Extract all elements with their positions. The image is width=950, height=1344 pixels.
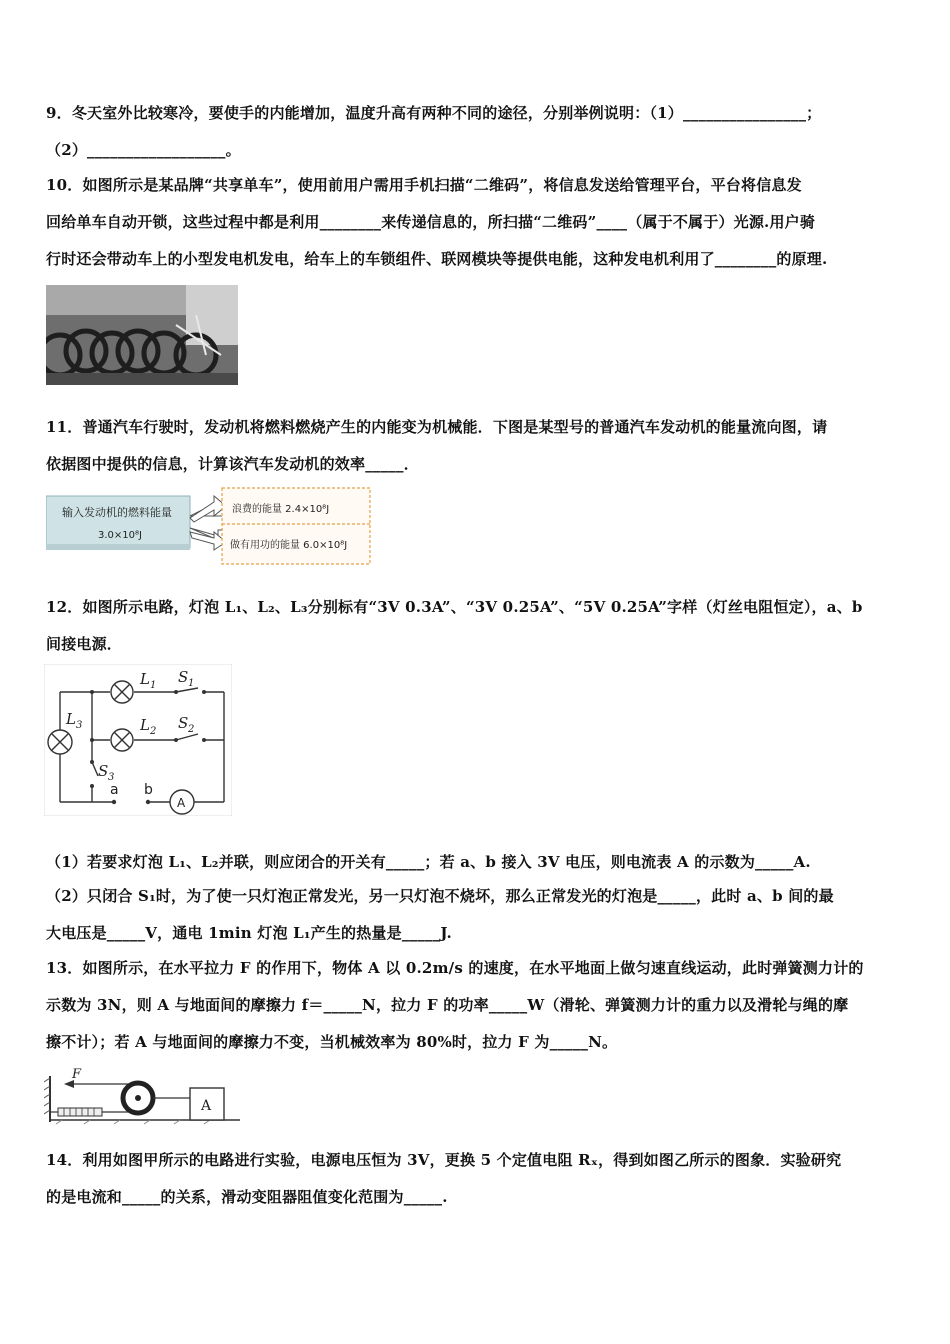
q9-line1: 9．冬天室外比较寒冷，要使手的内能增加，温度升高有两种不同的途径，分别举例说明：（1）________________；: [46, 104, 822, 122]
q12-line4: （2）只闭合 S₁时，为了使一只灯泡正常发光，另一只灯泡不烧坏，那么正常发光的灯泡是_____，此时 a、b 间的最: [46, 887, 834, 905]
q11-line2: 依据图中提供的信息，计算该汽车发动机的效率_____．: [46, 455, 419, 473]
q14-line1: 14．利用如图甲所示的电路进行实验，电源电压恒为 3V，更换 5 个定值电阻 Rₓ，得到如图乙所示的图象．实验研究: [46, 1151, 842, 1169]
label-S3-sub: 3: [108, 772, 115, 783]
label-S2: S: [178, 714, 189, 732]
q9-line2: （2）__________________。: [46, 141, 241, 159]
q12-line5: 大电压是_____V，通电 1min 灯泡 L₁产生的热量是_____J.: [46, 924, 452, 942]
label-L1-sub: 1: [150, 680, 157, 691]
label-S1-sub: 1: [188, 678, 195, 689]
energy-flow-diagram: [46, 486, 376, 568]
label-b: b: [144, 782, 153, 798]
label-block-A: A: [201, 1098, 212, 1114]
energy-useful-label: 做有用功的能量 6.0×10⁸J: [230, 540, 348, 551]
label-L2-sub: 2: [150, 726, 157, 737]
label-F: F: [72, 1067, 82, 1082]
label-L3-sub: 3: [76, 720, 83, 731]
q10-line3: 行时还会带动车上的小型发电机发电，给车上的车锁组件、联网模块等提供电能，这种发电机利用了________的原理.: [46, 250, 828, 268]
label-S3: S: [98, 762, 109, 780]
q12-line3: （1）若要求灯泡 L₁、L₂并联，则应闭合的开关有_____；若 a、b 接入 3V 电压，则电流表 A 的示数为_____A.: [46, 853, 811, 871]
label-S2-sub: 2: [188, 724, 195, 735]
pulley-diagram: [44, 1066, 244, 1130]
energy-waste-label: 浪费的能量 2.4×10⁸J: [232, 504, 330, 515]
label-L2: L: [140, 716, 150, 734]
label-S1: S: [178, 668, 189, 686]
q14-line2: 的是电流和_____的关系，滑动变阻器阻值变化范围为_____.: [46, 1188, 448, 1206]
q10-line1: 10．如图所示是某品牌“共享单车”，使用前用户需用手机扫描“二维码”，将信息发送给管理平台，平台将信息发: [46, 176, 802, 194]
label-L3: L: [66, 710, 76, 728]
label-L1: L: [140, 670, 150, 688]
q12-line1: 12．如图所示电路，灯泡 L₁、L₂、L₃分别标有“3V 0.3A”、“3V 0.25A”、“5V 0.25A”字样（灯丝电阻恒定），a、b: [46, 598, 863, 616]
q12-line2: 间接电源．: [46, 635, 123, 653]
shared-bike-photo: [46, 285, 238, 385]
q13-line2: 示数为 3N，则 A 与地面间的摩擦力 f＝_____N，拉力 F 的功率_____W（滑轮、弹簧测力计的重力以及滑轮与绳的摩: [46, 996, 849, 1014]
energy-input-value: 3.0×10⁸J: [98, 530, 142, 541]
q10-line2: 回给单车自动开锁，这些过程中都是利用________来传递信息的，所扫描“二维码”____（属于不属于）光源.用户骑: [46, 213, 816, 231]
q13-line1: 13．如图所示，在水平拉力 F 的作用下，物体 A 以 0.2m/s 的速度，在水平地面上做匀速直线运动，此时弹簧测力计的: [46, 959, 864, 977]
q13-line3: 擦不计）；若 A 与地面间的摩擦力不变，当机械效率为 80%时，拉力 F 为_____N。: [46, 1033, 618, 1051]
circuit-diagram: [44, 664, 232, 816]
label-ammeter: A: [177, 796, 186, 810]
label-a: a: [110, 782, 119, 798]
q11-line1: 11．普通汽车行驶时，发动机将燃料燃烧产生的内能变为机械能．下图是某型号的普通汽车发动机的能量流向图，请: [46, 418, 828, 436]
energy-input-label: 输入发动机的燃料能量: [62, 506, 172, 519]
